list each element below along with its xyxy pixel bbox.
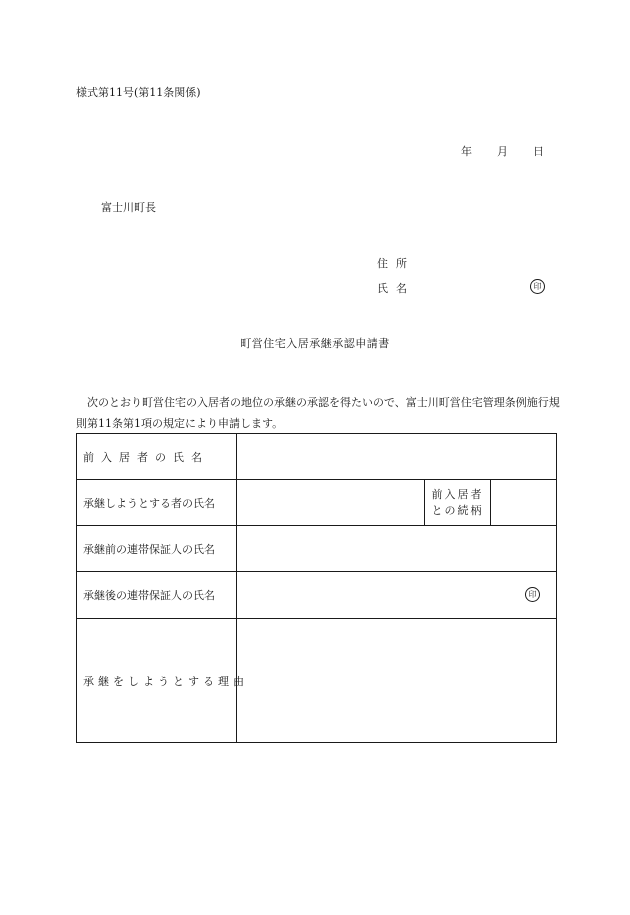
prev-tenant-label: 前入居者の氏名 [77,434,237,480]
applicant-name-label: 氏名 [377,282,415,295]
guarantor-before-row [77,526,557,572]
form-title: 町営住宅入居承継承認申請書 [240,337,390,350]
form-number: 様式第11号(第11条関係) [76,86,201,99]
successor-label: 承継しようとする者の氏名 [77,480,237,526]
date-day-label: 日 [533,145,544,158]
relation-label-line2: との続柄 [431,503,484,517]
guarantor-before-field[interactable] [237,526,557,572]
application-table [76,433,557,743]
relation-field[interactable] [491,480,557,526]
successor-row [77,480,557,526]
guarantor-after-row [77,572,557,619]
reason-field[interactable] [237,619,557,743]
date-year-label: 年 [461,145,472,158]
applicant-address-label: 住所 [377,257,415,270]
prev-tenant-field[interactable] [237,434,557,480]
reason-label: 承継をしようとする理由 [77,619,237,743]
addressee: 富士川町長 [101,201,156,214]
body-text: 次のとおり町営住宅の入居者の地位の承継の承認を得たいので、富士川町営住宅管理条例施行規則第11条第1項の規定により申請します。 [76,396,560,430]
guarantor-after-label: 承継後の連帯保証人の氏名 [77,572,237,619]
guarantor-seal-icon: 印 [525,587,540,602]
relation-label-line1: 前入居者 [431,487,484,501]
prev-tenant-row [77,434,557,480]
guarantor-after-field[interactable] [237,572,557,619]
guarantor-before-label: 承継前の連帯保証人の氏名 [77,526,237,572]
successor-field[interactable] [237,480,425,526]
reason-row [77,619,557,743]
relation-label [425,480,491,526]
date-month-label: 月 [497,145,508,158]
applicant-seal-icon: 印 [530,279,545,294]
